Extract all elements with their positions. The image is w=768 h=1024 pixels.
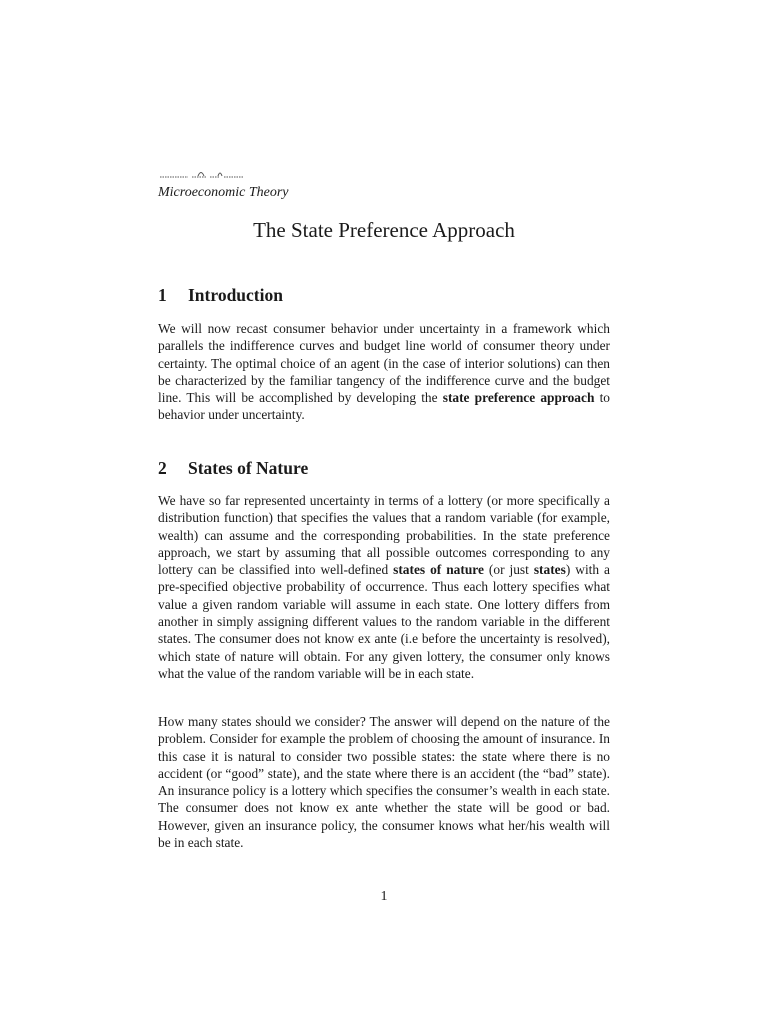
emphasized-term: states of nature	[393, 562, 484, 578]
document-page	[158, 0, 610, 1024]
section-number: 1	[158, 285, 167, 305]
section-heading-introduction	[158, 285, 283, 306]
document-title: The State Preference Approach	[253, 218, 515, 242]
text-run: We have so far represented uncertainty in terms of a lottery (or more specifically a distribution function) that specifies the values that a random variable (for example, wealth) can assume and the corresponding probabilities. In the state preference approach, we start by assuming that all possible outcomes corresponding to any lottery can be classified into well-defined	[158, 493, 610, 578]
text-run: to behavior under uncertainty.	[158, 390, 610, 423]
text-run: How many states should we consider? The answer will depend on the nature of the problem. Consider for example the problem of choosing the amount of insurance. In this case it is natural to consider two possible states: the state where there is no accident (or “good” state), and the state where there is an accident (the “bad” state). An insurance policy is a lottery which specifies the consumer’s wealth in each state. The consumer does not know ex ante whether the state will be good or bad. However, given an insurance policy, the consumer knows what her/his wealth will be in each state.	[158, 714, 610, 851]
section-title: States of Nature	[188, 458, 309, 478]
emphasized-term: state preference approach	[442, 390, 595, 406]
section-title: Introduction	[188, 285, 283, 305]
text-run: (or just	[483, 562, 534, 578]
paragraph	[158, 492, 610, 682]
page-number: 1	[380, 889, 388, 904]
text-run: ) with a pre-specified objective probability of occurrence. Thus each lottery specifies what value a given random variable will assume in each state. One lottery differs from another in simply assigning different values to the random variable in the different states. The consumer does not know ex ante (i.e before the uncertainty is resolved), which state of nature will obtain. For any given lottery, the consumer only knows what the value of the random variable will be in each state.	[158, 562, 610, 681]
emphasized-term: states	[533, 562, 566, 578]
paragraph	[158, 320, 610, 424]
section-number: 2	[158, 458, 167, 478]
section-heading-states-of-nature	[158, 458, 308, 479]
paragraph	[158, 713, 610, 851]
text-run: We will now recast consumer behavior under uncertainty in a framework which parallels the indifference curves and budget line world of consumer theory under certainty. The optimal choice of an agent (in the case of interior solutions) can then be characterized by the familiar tangency of the indifference curve and the budget line. This will be accomplished by developing the	[158, 321, 610, 406]
handwritten-scribble	[158, 165, 258, 179]
course-name: Microeconomic Theory	[158, 185, 289, 200]
